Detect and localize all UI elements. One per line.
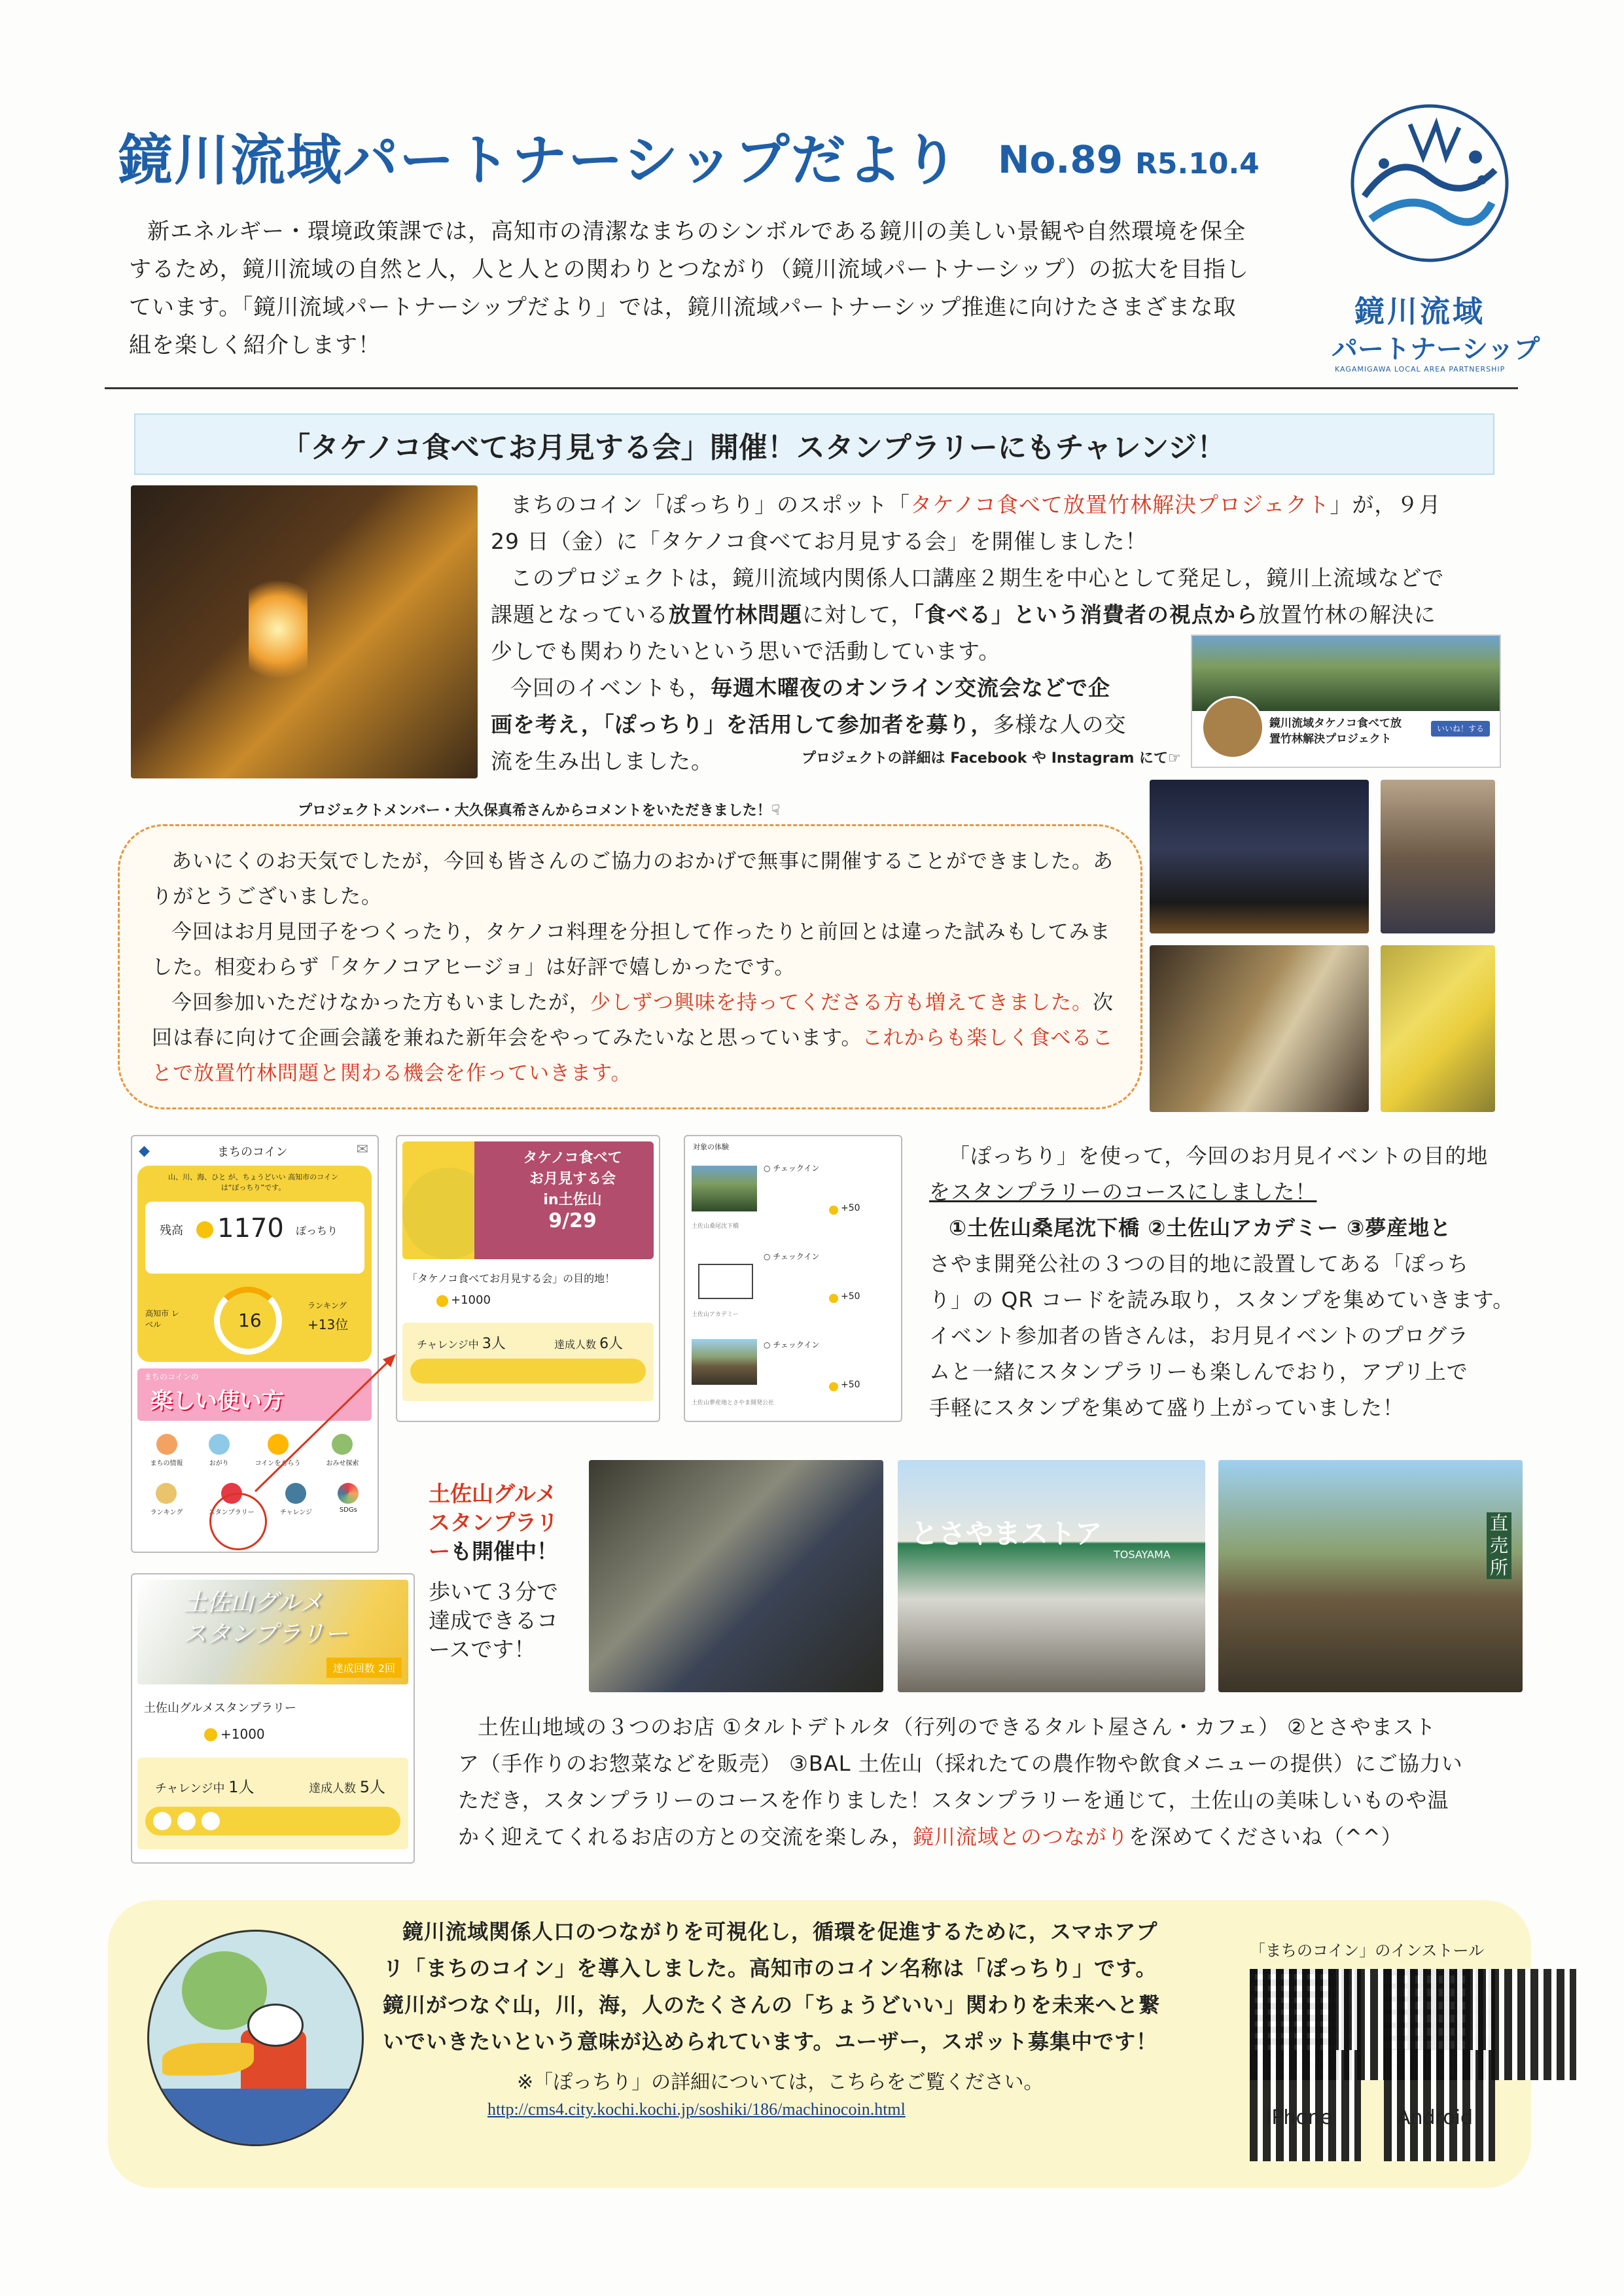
android-label: Android (1397, 2106, 1473, 2129)
store-sign: とさやまストア (911, 1518, 1103, 1550)
menu-item[interactable]: おがり (209, 1434, 230, 1467)
app-gourmet-screenshot (131, 1573, 415, 1864)
check-icon: ○ チェックイン (764, 1164, 820, 1173)
stamp-rally-text: 「ぽっちり」を使って，今回のお月見イベントの目的地 をスタンプラリーのコースにしました！ ①土佐山桑尾沈下橋 ②土佐山アカデミー ③夢産地と さやま開発公社の３つの目的地に設置してある「ぽっち り」の QR コードを読み取り，スタンプを集めていきます。 イベント参加者の皆さんは，お月見イベントのプログラ ムと一緒にスタンプラリーも楽しんでおり，アプリ上で 手軽にスタンプを集めて盛り上がっていました！ (929, 1143, 1515, 1420)
intro-line: 組を楽しく紹介します！ (129, 332, 381, 358)
checkin-points: +50 (841, 1291, 860, 1302)
facebook-page-card[interactable] (1191, 635, 1501, 768)
coin-icon (436, 1295, 448, 1307)
balance-label: 残高 (160, 1224, 183, 1238)
iphone-label: iPhone (1266, 2106, 1333, 2129)
coin-icon (204, 1728, 217, 1741)
achieved-count: 達成人数 5人 (309, 1778, 386, 1796)
coin-icon (829, 1382, 838, 1391)
facebook-caption: プロジェクトの詳細は Facebook や Instagram にて☞ (802, 750, 1181, 767)
footer-note: ※「ぽっちり」の詳細については，こちらをご覧ください。 (517, 2071, 1044, 2094)
event-item-title: 「タケノコ食べてお月見する会」の目的地！ (407, 1272, 616, 1285)
achieved-badge: 達成回数 2回 (327, 1658, 402, 1678)
bal-shop-photo (1218, 1460, 1523, 1692)
challenge-count: チャレンジ中 1人 (155, 1778, 255, 1796)
menu-item[interactable]: まちの情報 (150, 1434, 183, 1467)
checkin-place: 土佐山夢産地とさやま開発公社 (692, 1400, 775, 1406)
red-arrow-icon (249, 1341, 406, 1498)
app-greeting: 山、川、海、ひと が、ちょうどいい 高知市のコインは“ぽっちり”です。 (168, 1173, 338, 1192)
menu-item[interactable]: チャレンジ (280, 1483, 312, 1516)
coin-icon (829, 1206, 838, 1215)
balance-value: 1170 (217, 1213, 284, 1244)
shop-sign: 直売所 (1487, 1512, 1511, 1579)
checkin-points: +50 (841, 1203, 860, 1213)
event-night-photo (1150, 780, 1369, 933)
intro-line: ています。「鏡川流域パートナーシップだより」では，鏡川流域パートナーシップ推進に向けたさまざまな取 (129, 294, 1237, 321)
gourmet-banner-title: 土佐山グルメ スタンプラリー (183, 1590, 349, 1648)
iphone-qr-code[interactable] (1250, 1969, 1361, 2080)
checkin-place: 土佐山アカデミー (692, 1312, 739, 1318)
gourmet-item-title: 土佐山グルメスタンプラリー (144, 1701, 296, 1715)
coin-icon (196, 1221, 213, 1238)
coin-icon (829, 1294, 838, 1303)
gourmet-reward: +1000 (221, 1726, 265, 1742)
qr-scan-photo (589, 1460, 883, 1692)
level-value: 16 (238, 1310, 262, 1331)
achieved-count: 達成人数 6人 (554, 1336, 624, 1352)
newsletter-title: 鏡川流域パートナーシップだより (118, 128, 960, 192)
intro-line: するため，鏡川流域の自然と人，人と人との関わりとつながり（鏡川流域パートナーシップ）の拡大を目指し (129, 256, 1249, 283)
intro-text (129, 213, 1312, 364)
check-icon: ○ チェックイン (764, 1340, 820, 1349)
intro-line: 新エネルギー・環境政策課では，高知市の清潔なまちのシンボルである鏡川の美しい景観や自然環境を保全 (147, 218, 1246, 245)
app-event-screenshot (396, 1135, 660, 1422)
facebook-like-button[interactable]: いいね！する (1431, 721, 1490, 737)
facebook-card-title: 鏡川流域タケノコ食べて放 置竹林解決プロジェクト (1269, 717, 1402, 746)
challenge-count: チャレンジ中 3人 (417, 1336, 506, 1352)
header-divider (105, 387, 1518, 389)
bamboo-cooking-photo (1150, 945, 1369, 1112)
logo-text-1: 鏡川流域 (1354, 294, 1485, 329)
comment-intro: プロジェクトメンバー・大久保真希さんからコメントをいただきました！☟ (298, 803, 781, 819)
check-icon: ○ チェックイン (764, 1252, 820, 1261)
menu-item-stamp-rally[interactable]: スタンプラリー (209, 1483, 255, 1516)
android-qr-code[interactable] (1384, 1969, 1495, 2080)
store-sign-en: TOSAYAMA (1114, 1548, 1171, 1561)
bamboo-shoot-photo (1381, 945, 1495, 1112)
level-label: 高知市 レベル (145, 1309, 179, 1329)
facebook-avatar (1201, 696, 1264, 759)
gourmet-banner (137, 1580, 408, 1684)
checkin-row[interactable] (692, 1156, 894, 1238)
section-title: 「タケノコ食べてお月見する会」開催！スタンプラリーにもチャレンジ！ (281, 431, 1226, 464)
mail-icon: ✉ (356, 1141, 368, 1158)
logo-text-2: パートナーシップ (1332, 334, 1540, 364)
participant-photo (1381, 780, 1495, 933)
app-title: まちのコイン (217, 1145, 288, 1159)
issue-number: No.89 (998, 137, 1123, 182)
gourmet-text: 土佐山地域の３つのお店 ①タルトデトルタ（行列のできるタルト屋さん・カフェ） ②とさやまスト ア（手作りのお惣菜などを販売） ③BAL 土佐山（採れたての農作物や飲食メニューの提供）にご協力い ただき，スタンプラリーのコースを作りました！スタンプラリーを通じて，土佐山の美味しいものや温 かく迎えてくれるお店の方との交流を楽しみ，鏡川流域とのつながりを深めてくださいね（^^） (458, 1714, 1463, 1849)
highlight-circle (209, 1493, 267, 1550)
comment-text: あいにくのお天気でしたが，今回も皆さんのご協力のおかげで無事に開催することができました。あ りがとうございました。 今回はお月見団子をつくったり，タケノコ料理を分担して作ったりと前回とは違った試みもしてみま した。相変わらず「タケノコアヒージョ」は好評で嬉しかったです。 今回参加いただけなかった方もいましたが，少しずつ興味を持ってくださる方も増えてきました。次 回は春に向けて企画会議を兼ねた新年会をやってみたいなと思っています。これからも楽しく食べるこ とで放置竹林問題と関わる機会を作っていきます。 (152, 850, 1114, 1085)
store-photo (898, 1460, 1205, 1692)
event-reward: +1000 (451, 1293, 491, 1307)
logo-subtext: KAGAMIGAWA LOCAL AREA PARTNERSHIP (1335, 365, 1506, 374)
checkin-points: +50 (841, 1380, 860, 1390)
machinocoin-link[interactable]: http://cms4.city.kochi.kochi.jp/soshiki/186/machinocoin.html (487, 2100, 906, 2119)
menu-item[interactable]: ランキング (150, 1483, 183, 1516)
checkin-header: 対象の体験 (693, 1143, 729, 1151)
app-checkin-screenshot (684, 1135, 902, 1422)
menu-item[interactable]: コインをもらう (255, 1434, 301, 1467)
checkin-row[interactable] (692, 1332, 894, 1414)
article-text-2: 今回のイベントも，毎週木曜夜のオンライン交流会などで企 画を考え，「ぽっちり」を活用して参加者を募り，多様な人の交 流を生み出しました。 (491, 675, 1127, 774)
menu-item[interactable]: SDGs (338, 1483, 359, 1516)
install-label: 「まちのコイン」のインストール (1250, 1941, 1485, 1960)
checkin-row[interactable] (692, 1244, 894, 1326)
partnership-logo (1332, 98, 1528, 268)
event-banner (402, 1141, 654, 1259)
stamp-progress (145, 1807, 400, 1835)
usage-banner-title: 楽しい使い方 (150, 1388, 284, 1414)
article-text: まちのコイン「ぽっちり」のスポット「タケノコ食べて放置竹林解決プロジェクト」が，９月 29 日（金）に「タケノコ食べてお月見する会」を開催しました！ このプロジェクトは，鏡川流域内関係人口講座２期生を中心として発足し，鏡川上流域などで 課題となっている放置竹林問題に対して，「食べる」という消費者の視点から放置竹林の解決に 少しでも関わりたいという思いで活動しています。 (491, 492, 1445, 664)
gourmet-callout: 土佐山グルメ スタンプラリ ーも開催中！ 歩いて３分で 達成できるコ ースです！ (429, 1481, 558, 1662)
checkin-place: 土佐山桑尾沈下橋 (692, 1223, 739, 1230)
menu-item[interactable]: おみせ探索 (326, 1434, 359, 1467)
rank-value: +13位 (308, 1317, 349, 1332)
usage-banner-sub: まちのコインの (144, 1372, 199, 1382)
rank-label: ランキング (308, 1301, 347, 1310)
issue-date: R5.10.4 (1135, 147, 1260, 181)
event-food-photo (131, 485, 478, 778)
logo-emblem-icon (1332, 98, 1528, 268)
balance-unit: ぽっちり (296, 1225, 338, 1237)
footer-text: 鏡川流域関係人口のつながりを可視化し，循環を促進するために，スマホアプ リ「まちのコイン」を導入しました。高知市のコイン名称は「ぽっちり」です。 鏡川がつなぐ山，川，海，人のたくさんの「ちょうどいい」関わりを未来へと繋 いでいきたいという意味が込められています。ユーザー，スポット募集中です！ (383, 1919, 1161, 2054)
coin-logo-icon: ◆ (139, 1143, 150, 1159)
event-banner-text: タケノコ食べて お月見する会 in土佐山 9/29 (523, 1150, 622, 1232)
mascot-illustration (147, 1930, 364, 2146)
